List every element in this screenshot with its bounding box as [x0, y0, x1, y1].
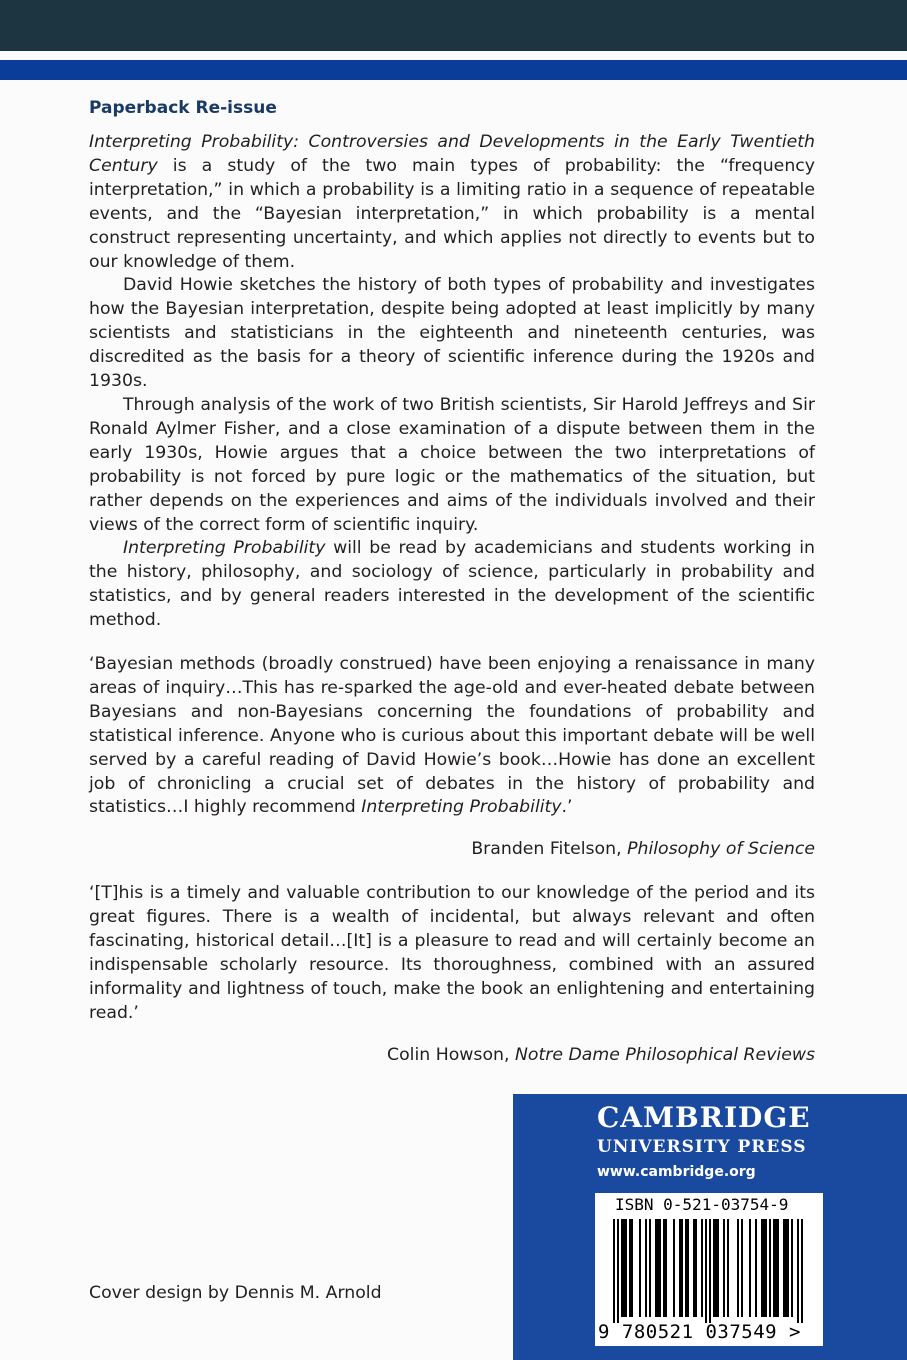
barcode-bar [645, 1219, 647, 1317]
barcode-bar [639, 1219, 641, 1317]
barcode-bar [765, 1219, 767, 1317]
band-gap [0, 51, 907, 60]
review-attribution-2: Colin Howson, Notre Dame Philosophical Reviews [387, 1044, 815, 1065]
barcode-bar [685, 1219, 687, 1317]
top-dark-band [0, 0, 907, 51]
isbn-number: ISBN 0-521-03754-9 [615, 1195, 789, 1214]
barcode-bar [801, 1219, 803, 1323]
page-heading: Paperback Re-issue [89, 98, 277, 118]
barcode-bar [749, 1219, 751, 1317]
cover-design-credit: Cover design by Dennis M. Arnold [89, 1283, 382, 1303]
barcode-bar [663, 1219, 665, 1317]
barcode-bar [623, 1219, 625, 1317]
barcode-bar [657, 1219, 659, 1317]
barcode-bar [775, 1219, 777, 1317]
paragraph-analysis: Through analysis of the work of two British scientists, Sir Harold Jeffreys and Sir Ronald Aylmer Fisher, and a close examination of a dispute between them in the early 1930s, Howie argues that a choice between the two interpretations of probability is not forced by pure logic or the mathematics of the situation, but rather depends on the experiences and aims of the individuals involved and their views of the correct form of scientific inquiry. [89, 394, 815, 535]
review-quote-1: ‘Bayesian methods (broadly construed) have been enjoying a renaissance in many areas of inquiry…This has re-sparked the age-old and ever-heated debate between Bayesians and non-Bayesians concerning the foundations of probability and statistical inference. Anyone who is curious about this important debate will be well served by a careful reading of David Howie’s book…Howie has done an excellent job of chronicling a crucial set of debates in the history of probability and statistics…I highly recommend Interpreting Probability.’ [89, 654, 815, 818]
publisher-logo-name: CAMBRIDGE [597, 1101, 811, 1134]
barcode-bar [785, 1219, 787, 1317]
barcode-panel [595, 1193, 823, 1346]
barcode-bar [665, 1219, 667, 1317]
barcode-bar [621, 1219, 623, 1317]
barcode-bar [629, 1219, 631, 1317]
barcode-bar [709, 1219, 711, 1323]
barcode-bar [715, 1219, 717, 1317]
barcode-bar [783, 1219, 785, 1317]
barcode-bar [631, 1219, 633, 1317]
barcode-bar [763, 1219, 765, 1317]
barcode-bar [773, 1219, 775, 1317]
barcode-bar [769, 1219, 771, 1317]
barcode-bar [737, 1219, 739, 1317]
barcode-bar [613, 1219, 615, 1323]
barcode-bar [655, 1219, 657, 1317]
publisher-website[interactable]: www.cambridge.org [597, 1164, 756, 1180]
paragraph-audience: Interpreting Probability will be read by academicians and students working in the history, philosophy, and sociology of science, particularly in probability and statistics, and by general readers interested in the development of the scientific method. [89, 538, 815, 631]
barcode-bar [705, 1219, 707, 1323]
barcode-bar [791, 1219, 793, 1317]
intro-paragraph: Interpreting Probability: Controversies and Developments in the Early Twentieth Century is a study of the two main types of probability: the “frequency interpretation,” in which a probability is a limiting ratio in a sequence of repeatable events, and the “Bayesian interpretation,” in which probability is a mental construct representing uncertainty, and which applies not directly to events but to our knowledge of them. [89, 132, 815, 272]
paragraph-history: David Howie sketches the history of both types of probability and investigates how the Bayesian interpretation, despite being adopted at least implicitly by many scientists and statisticians in the eighteenth and nineteenth centuries, was discredited as the basis for a theory of scientific inference during the 1920s and 1930s. [89, 275, 815, 392]
barcode-bar [701, 1219, 703, 1317]
barcode-bar [777, 1219, 779, 1317]
barcode-bar [727, 1219, 729, 1317]
barcode-bar [649, 1219, 651, 1317]
publisher-panel [513, 1094, 907, 1360]
barcode-bar [617, 1219, 619, 1323]
top-blue-band [0, 60, 907, 80]
barcode-bar [741, 1219, 743, 1317]
barcode-bar [681, 1219, 683, 1317]
barcode-bar [761, 1219, 763, 1317]
publisher-logo-press: UNIVERSITY PRESS [597, 1137, 807, 1157]
barcode-bar [723, 1219, 725, 1317]
barcode-bar [695, 1219, 697, 1317]
barcode-icon [595, 1193, 823, 1323]
barcode-bar [625, 1219, 627, 1317]
barcode-bar [673, 1219, 675, 1317]
barcode-bar [713, 1219, 715, 1317]
back-cover-text [89, 96, 815, 1068]
barcode-digits: 9 780521 037549 > [598, 1321, 801, 1343]
barcode-bar [687, 1219, 689, 1317]
book-title: Interpreting Probability: Controversies and Developments in the Early Twentieth Century [89, 132, 815, 176]
review-quote-2: ‘[T]his is a timely and valuable contribution to our knowledge of the period and its great figures. There is a wealth of incidental, but always relevant and often fascinating, historical detail…[It] is a pleasure to read and will certainly become an indispensable scholarly resource. Its thoroughness, combined with an assured informality and lightness of touch, make the book an enlightening and entertaining read.’ [89, 883, 815, 1023]
barcode-bar [693, 1219, 695, 1317]
review-attribution-1: Branden Fitelson, Philosophy of Science [471, 839, 815, 860]
barcode-bar [797, 1219, 799, 1323]
barcode-bar [755, 1219, 757, 1317]
barcode-bar [717, 1219, 719, 1317]
barcode-bar [679, 1219, 681, 1317]
book-title-short: Interpreting Probability [123, 538, 326, 559]
barcode-bar [659, 1219, 661, 1317]
barcode-bar [787, 1219, 789, 1317]
